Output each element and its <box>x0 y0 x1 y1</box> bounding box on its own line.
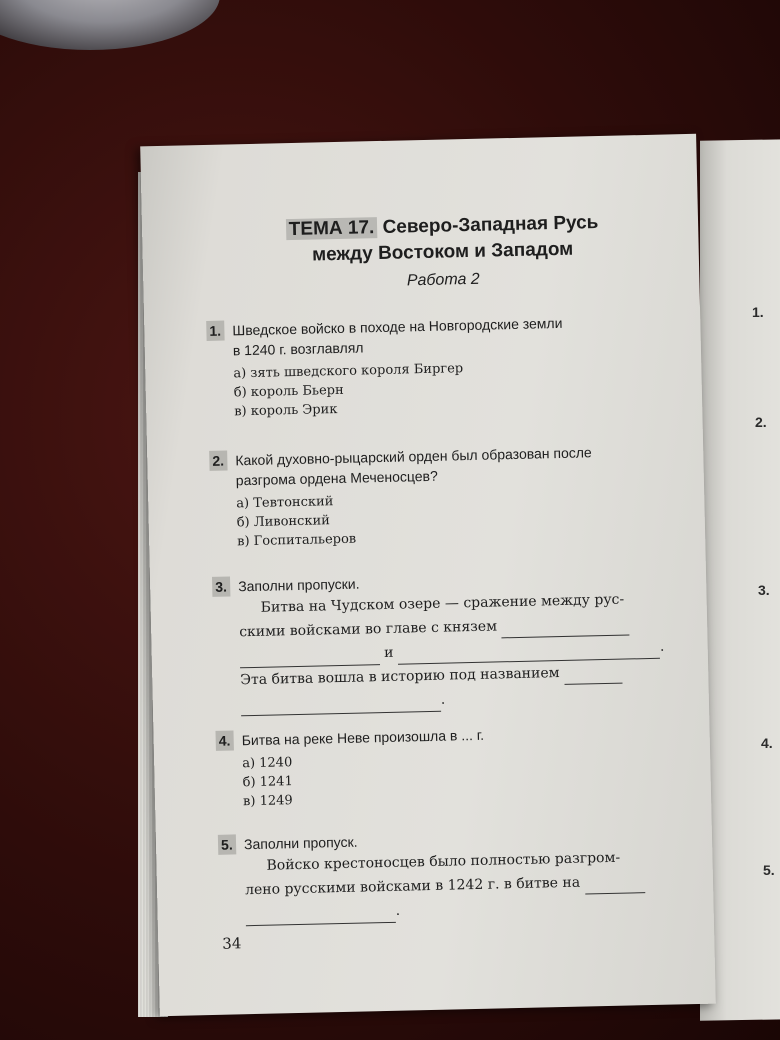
question-3 <box>214 566 677 716</box>
question-text-line: Заполни пропуски. <box>238 575 360 595</box>
answer-option: в) король Эрик <box>234 402 338 420</box>
answer-blank[interactable] <box>246 908 396 926</box>
answer-option: а) Тевтонский <box>236 494 334 512</box>
answer-option: в) 1249 <box>242 793 293 810</box>
right-num-2: 2. <box>755 414 767 430</box>
question-number: 3. <box>212 576 230 596</box>
question-text-line: Какой духовно-рыцарский орден был образован после <box>235 444 592 469</box>
question-5 <box>220 824 682 926</box>
page-title <box>262 210 623 270</box>
fill-text: . <box>659 638 665 655</box>
fill-text: . <box>395 902 401 919</box>
fill-text: лено русскими войсками в 1242 г. в битве на <box>244 874 581 899</box>
answer-option: б) король Бьерн <box>233 382 344 401</box>
fill-text-line: Битва на Чудском озере — сражение между рус- <box>260 591 625 616</box>
answer-blank[interactable] <box>564 669 622 685</box>
question-text-line: в 1240 г. возглавлял <box>232 339 364 359</box>
question-4 <box>217 720 679 811</box>
workbook-page <box>140 134 716 1016</box>
answer-option: в) Госпитальеров <box>237 531 357 550</box>
fill-text: Эта битва вошла в историю под названием <box>240 665 560 689</box>
answer-blank[interactable] <box>241 697 441 717</box>
question-number: 1. <box>206 321 224 341</box>
answer-option: а) зять шведского короля Биргер <box>233 361 464 382</box>
question-number: 5. <box>218 834 236 854</box>
page-number: 34 <box>222 934 242 953</box>
fill-text: и <box>384 644 394 662</box>
fill-text: скими войсками во главе с князем <box>239 618 498 641</box>
question-2 <box>211 440 673 551</box>
fill-text: . <box>440 691 446 708</box>
right-num-1: 1. <box>752 304 764 320</box>
answer-option: а) 1240 <box>242 755 293 772</box>
right-num-3: 3. <box>758 582 770 598</box>
answer-option: б) 1241 <box>242 774 293 791</box>
title-line2: между Востоком и Западом <box>311 238 574 266</box>
question-1 <box>208 310 670 421</box>
right-num-4: 4. <box>761 735 773 751</box>
subtitle: Работа 2 <box>406 270 480 290</box>
question-text-line: Битва на реке Неве произошла в ... г. <box>241 726 485 749</box>
answer-blank[interactable] <box>584 878 644 894</box>
question-number: 2. <box>209 451 227 471</box>
question-number: 4. <box>215 730 233 750</box>
title-line1: Северо-Западная Русь <box>382 212 599 238</box>
question-text-line: Шведское войско в походе на Новгородские земли <box>232 314 563 339</box>
question-text-line: разгрома ордена Меченосцев? <box>235 467 438 489</box>
right-num-5: 5. <box>763 862 775 878</box>
question-text-line: Заполни пропуск. <box>243 833 358 853</box>
answer-option: б) Ливонский <box>236 513 331 531</box>
fill-text-line: Войско крестоносцев было полностью разгром- <box>266 849 621 874</box>
title-prefix: ТЕМА 17. <box>286 217 378 240</box>
